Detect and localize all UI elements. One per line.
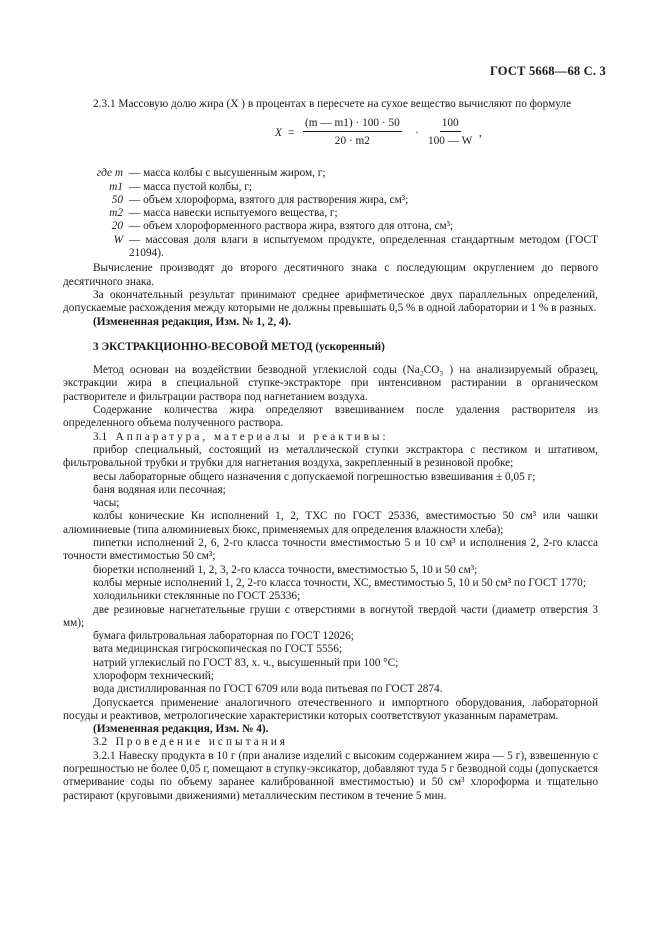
list-item: колбы мерные исполнений 1, 2, 2-го класса точности, ХС, вместимостью 5, 10 и 50 см³ по ГОСТ 1770; [93,576,586,589]
definition-row [63,181,598,194]
list-item: часы; [93,497,120,510]
definition-symbol: где m [96,167,123,180]
list-item: весы лабораторные общего назначения с допускаемой погрешностью взвешивания ± 0,05 г; [93,470,536,483]
fraction-1-denominator: 20 · m2 [334,134,370,147]
fraction-2-numerator: 100 [440,117,461,131]
list-item: холодильники стеклянные по ГОСТ 25336; [93,590,301,603]
list-item: хлороформ технический; [93,669,214,682]
formula-fraction-1 [303,117,402,148]
formula-equals: = [288,127,295,140]
amendment-note-1: (Измененная редакция, Изм. № 1, 2, 4). [93,315,292,328]
definition-symbol: 50 [111,193,123,206]
list-item: баня водяная или песочная; [93,483,226,496]
amendment-note-2: (Измененная редакция, Изм. № 4). [93,723,269,736]
definition-symbol: m1 [109,180,123,193]
list-item: пипетки исполнений 2, 6, 2-го класса точности вместимостью 5 и 10 см³ и исполнения 2, 2-го класса точности вместимостью 50 см³; [63,537,598,563]
list-item: вода дистиллированная по ГОСТ 6709 или вода питьевая по ГОСТ 2874. [93,683,443,696]
list-item: натрий углекислый по ГОСТ 83, х. ч., высушенный при 100 °С; [93,656,399,669]
paragraph-calculation: Вычисление производят до второго десятичного знака с последующим округлением до первого десятичного знака. [63,262,598,288]
definition-text: — объем хлороформа, взятого для растворения жира, см³; [129,193,409,206]
definition-text: — объем хлороформенного раствора жира, взятого для отгона, см³; [129,220,454,233]
list-item: колбы конические Кн исполнений 1, 2, ТХС по ГОСТ 25336, вместимостью 50 см³ или чашки алюминиевые (типа алюминиевых бюкс, применяемых для определения влажности хлеба); [63,510,598,536]
definition-text: — масса навески испытуемого вещества, г; [129,207,338,220]
definition-row [63,234,598,261]
variable-definitions [63,167,598,260]
definition-symbol: W [113,233,123,246]
definition-symbol: 20 [111,220,123,233]
list-item: прибор специальный, состоящий из металлической ступки экстрактора с пестиком и штативом, фильтровальной трубки и трубки для нагнетания воздуха, закрепленный в резиновой пробке; [63,443,598,470]
definition-symbol: m2 [109,207,123,220]
fraction-2-denominator: 100 — W [428,134,473,147]
definition-text: — масса пустой колбы, г; [129,180,253,193]
subsection-title: Аппаратура, материалы и реактивы: [115,430,389,443]
formula-lhs: X [275,127,282,140]
page-content [63,98,598,803]
paragraph-3-2-1: 3.2.1 Навеску продукта в 10 г (при анализе изделий с высоким содержанием жира — 5 г), взвешенную с погрешностью не более 0,05 г, помещают в ступку-эксикатор, добавляют туда 5 г безводной соды (допускается отмеривание соды по объему заранее калиброванной вместимостью) и 50 см³ хлороформа и тщательно растирают (круговыми движениями) металлическим пестиком в течение 5 мин. [63,749,598,802]
fat-formula [63,113,598,161]
formula-fraction-2 [426,117,474,148]
subsection-title: Проведение испытания [115,736,288,749]
list-item: вата медицинская гигроскопическая по ГОСТ 5556; [93,643,343,656]
subsection-3-2-heading [63,736,598,749]
paragraph-2-3-1: 2.3.1 Массовую долю жира (X ) в процентах в пересчете на сухое вещество вычисляют по формуле [93,98,572,110]
definition-text: — масса колбы с высушенным жиром, г; [129,167,326,180]
subsection-3-1-heading [63,431,598,444]
paragraph-content: Содержание количества жира определяют взвешиванием после удаления растворителя из определенного объема полученного раствора. [63,404,598,430]
list-item: бюретки исполнений 1, 2, 3, 2-го класса точности, вместимостью 5, 10 и 50 см³; [93,563,478,576]
definition-row [63,194,598,207]
formula-multiply: · [415,127,419,140]
list-item: бумага фильтровальная лабораторная по ГОСТ 12026; [93,630,354,643]
formula-comma: , [479,127,482,140]
subsection-number: 3.2 [93,736,108,749]
definition-text: — массовая доля влаги в испытуемом продукте, определенная стандартным методом (ГОСТ 21094). [129,233,598,260]
fraction-1-numerator: (m — m1) · 100 · 50 [303,117,402,131]
list-item: две резиновые нагнетательные груши с отверстиями в вогнутой твердой части (диаметр отверстия 3 мм); [63,603,598,629]
definition-row [63,220,598,233]
page-header: ГОСТ 5668—68 С. 3 [489,64,606,78]
paragraph-final-result: За окончательный результат принимают среднее арифметическое двух параллельных определений, допускаемые расхождения между которыми не должны превышать 0,5 % в одной лаборатории и 1 % в разных. [63,288,598,315]
paragraph-method: Метод основан на воздействии безводной углекислой соды (Na₂CO₃ ) на анализируемый образец, экстракции жира в специальной ступке-экстракторе при интенсивном растирании в органическом растворителе и фильтрации раствора под нагнетанием воздуха. [63,364,598,403]
definition-row [63,167,598,180]
paragraph-allowed-equipment: Допускается применение аналогичного отечественного и импортного оборудования, лабораторной посуды и реактивов, метрологические характеристики которых соответствуют указанным параметрам. [63,696,598,722]
section-3-heading: 3 ЭКСТРАКЦИОННО-ВЕСОВОЙ МЕТОД (ускоренный) [93,340,385,353]
subsection-number: 3.1 [93,430,108,443]
definition-row [63,207,598,220]
